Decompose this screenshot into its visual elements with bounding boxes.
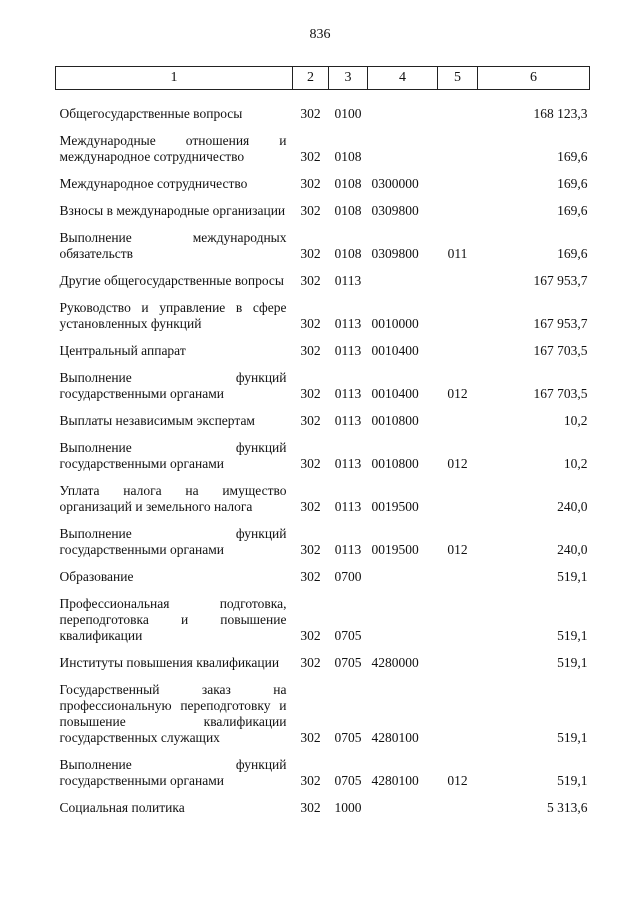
row-col-2: 302 — [300, 542, 321, 557]
table-row — [56, 370, 590, 413]
row-col-2: 302 — [300, 149, 321, 164]
row-col-3: 0113 — [334, 273, 362, 288]
row-col-2: 302 — [300, 176, 321, 191]
row-amount: 10,2 — [563, 413, 588, 428]
row-col-3: 0113 — [334, 499, 362, 514]
row-name: Международные отношения и международное сотрудничество — [59, 133, 287, 164]
row-col-4 — [368, 106, 438, 133]
row-name: Международное сотрудничество — [59, 176, 248, 191]
row-name: Уплата налога на имущество организаций и земельного налога — [59, 483, 287, 514]
row-col-3: 0113 — [334, 542, 362, 557]
row-col-2: 302 — [300, 628, 321, 643]
row-col-2: 302 — [300, 386, 321, 401]
row-amount: 167 953,7 — [533, 316, 588, 331]
row-col-5 — [438, 413, 478, 440]
row-amount: 169,6 — [557, 246, 588, 261]
row-col-3: 0705 — [334, 655, 362, 670]
row-amount: 240,0 — [557, 542, 588, 557]
row-amount: 519,1 — [557, 628, 588, 643]
row-name: Социальная политика — [59, 800, 185, 815]
table-header — [56, 67, 590, 90]
row-amount: 519,1 — [557, 655, 588, 670]
table-row — [56, 203, 590, 230]
row-col-3: 0108 — [334, 203, 362, 218]
row-col-4 — [368, 273, 438, 300]
row-col-4: 0010000 — [371, 316, 419, 331]
row-col-4: 0010800 — [371, 413, 419, 428]
row-name: Образование — [59, 569, 134, 584]
row-col-2: 302 — [300, 106, 321, 121]
row-col-4: 4280000 — [371, 655, 419, 670]
row-col-2: 302 — [300, 343, 321, 358]
header-row — [56, 67, 590, 90]
row-col-4: 0010400 — [371, 386, 419, 401]
row-amount: 167 953,7 — [533, 273, 588, 288]
table-row — [56, 596, 590, 655]
row-col-4: 0309800 — [371, 246, 419, 261]
row-col-5 — [438, 273, 478, 300]
row-col-3: 0113 — [334, 343, 362, 358]
table-row — [56, 526, 590, 569]
row-name: Выполнение функций государственными органами — [59, 757, 287, 788]
row-col-3: 0100 — [334, 106, 362, 121]
table-row — [56, 176, 590, 203]
table-row — [56, 343, 590, 370]
table-row — [56, 300, 590, 343]
table-row — [56, 682, 590, 757]
table-row — [56, 106, 590, 133]
header-col-5: 5 — [438, 67, 478, 90]
table-row — [56, 413, 590, 440]
row-col-2: 302 — [300, 246, 321, 261]
row-amount: 167 703,5 — [533, 343, 588, 358]
row-col-4: 0010400 — [371, 343, 419, 358]
row-col-4 — [368, 133, 438, 176]
row-col-5 — [438, 596, 478, 655]
row-col-2: 302 — [300, 569, 321, 584]
row-col-5 — [438, 483, 478, 526]
table-row — [56, 440, 590, 483]
table-row — [56, 655, 590, 682]
row-col-4 — [368, 596, 438, 655]
row-name: Другие общегосударственные вопросы — [59, 273, 284, 288]
row-col-3: 0113 — [334, 386, 362, 401]
row-col-5 — [438, 133, 478, 176]
row-name: Общегосударственные вопросы — [59, 106, 243, 121]
table-row — [56, 133, 590, 176]
table-row — [56, 273, 590, 300]
row-col-5 — [438, 800, 478, 827]
row-col-3: 0108 — [334, 149, 362, 164]
row-col-3: 0108 — [334, 176, 362, 191]
row-amount: 169,6 — [557, 176, 588, 191]
row-col-3: 0700 — [334, 569, 362, 584]
row-amount: 519,1 — [557, 730, 588, 745]
table-row — [56, 757, 590, 800]
row-col-3: 1000 — [334, 800, 362, 815]
table-row — [56, 800, 590, 827]
row-name: Институты повышения квалификации — [59, 655, 280, 670]
row-col-5 — [438, 655, 478, 682]
row-name: Выплаты независимым экспертам — [59, 413, 255, 428]
row-col-2: 302 — [300, 499, 321, 514]
row-col-4: 0309800 — [371, 203, 419, 218]
row-col-4: 4280100 — [371, 730, 419, 745]
row-col-5: 012 — [447, 542, 468, 557]
row-name: Выполнение функций государственными органами — [59, 440, 287, 471]
header-col-4: 4 — [368, 67, 438, 90]
row-amount: 519,1 — [557, 773, 588, 788]
row-col-4: 0010800 — [371, 456, 419, 471]
row-col-4: 0019500 — [371, 542, 419, 557]
row-col-3: 0108 — [334, 246, 362, 261]
row-col-2: 302 — [300, 413, 321, 428]
header-col-1: 1 — [56, 67, 293, 90]
row-col-2: 302 — [300, 800, 321, 815]
row-col-3: 0705 — [334, 628, 362, 643]
row-amount: 167 703,5 — [533, 386, 588, 401]
row-col-5 — [438, 682, 478, 757]
row-col-2: 302 — [300, 316, 321, 331]
row-amount: 519,1 — [557, 569, 588, 584]
header-col-3: 3 — [329, 67, 368, 90]
row-name: Выполнение функций государственными органами — [59, 526, 287, 557]
row-col-3: 0705 — [334, 730, 362, 745]
row-col-5 — [438, 203, 478, 230]
row-amount: 169,6 — [557, 149, 588, 164]
row-name: Выполнение функций государственными органами — [59, 370, 287, 401]
table-row — [56, 483, 590, 526]
row-col-2: 302 — [300, 203, 321, 218]
row-col-2: 302 — [300, 655, 321, 670]
row-col-5 — [438, 300, 478, 343]
row-amount: 168 123,3 — [533, 106, 588, 121]
row-name: Центральный аппарат — [59, 343, 186, 358]
header-spacer — [56, 90, 590, 107]
row-col-5 — [438, 176, 478, 203]
row-col-2: 302 — [300, 730, 321, 745]
row-amount: 169,6 — [557, 203, 588, 218]
row-col-2: 302 — [300, 456, 321, 471]
row-col-3: 0113 — [334, 456, 362, 471]
row-col-3: 0113 — [334, 413, 362, 428]
row-col-2: 302 — [300, 273, 321, 288]
row-col-5 — [438, 343, 478, 370]
row-name: Руководство и управление в сфере установленных функций — [59, 300, 287, 331]
row-col-4: 0300000 — [371, 176, 419, 191]
row-col-4: 4280100 — [371, 773, 419, 788]
row-col-5: 012 — [447, 386, 468, 401]
header-col-2: 2 — [293, 67, 329, 90]
row-col-2: 302 — [300, 773, 321, 788]
row-col-4 — [368, 569, 438, 596]
table-row — [56, 230, 590, 273]
budget-table — [55, 66, 590, 827]
row-col-5: 011 — [447, 246, 468, 261]
row-name: Государственный заказ на профессиональную переподготовку и повышение квалификации государственных служащих — [59, 682, 287, 745]
row-amount: 5 313,6 — [547, 800, 588, 815]
row-col-3: 0113 — [334, 316, 362, 331]
header-col-6: 6 — [478, 67, 590, 90]
row-amount: 240,0 — [557, 499, 588, 514]
row-name: Профессиональная подготовка, переподготовка и повышение квалификации — [59, 596, 287, 643]
row-col-5: 012 — [447, 456, 468, 471]
page-number: 836 — [309, 27, 331, 42]
row-col-5 — [438, 106, 478, 133]
row-name: Взносы в международные организации — [59, 203, 286, 218]
table-row — [56, 569, 590, 596]
row-amount: 10,2 — [563, 456, 588, 471]
row-col-5: 012 — [447, 773, 468, 788]
row-name: Выполнение международных обязательств — [59, 230, 287, 261]
row-col-3: 0705 — [334, 773, 362, 788]
row-col-5 — [438, 569, 478, 596]
row-col-4 — [368, 800, 438, 827]
table-body — [56, 90, 590, 828]
row-col-4: 0019500 — [371, 499, 419, 514]
